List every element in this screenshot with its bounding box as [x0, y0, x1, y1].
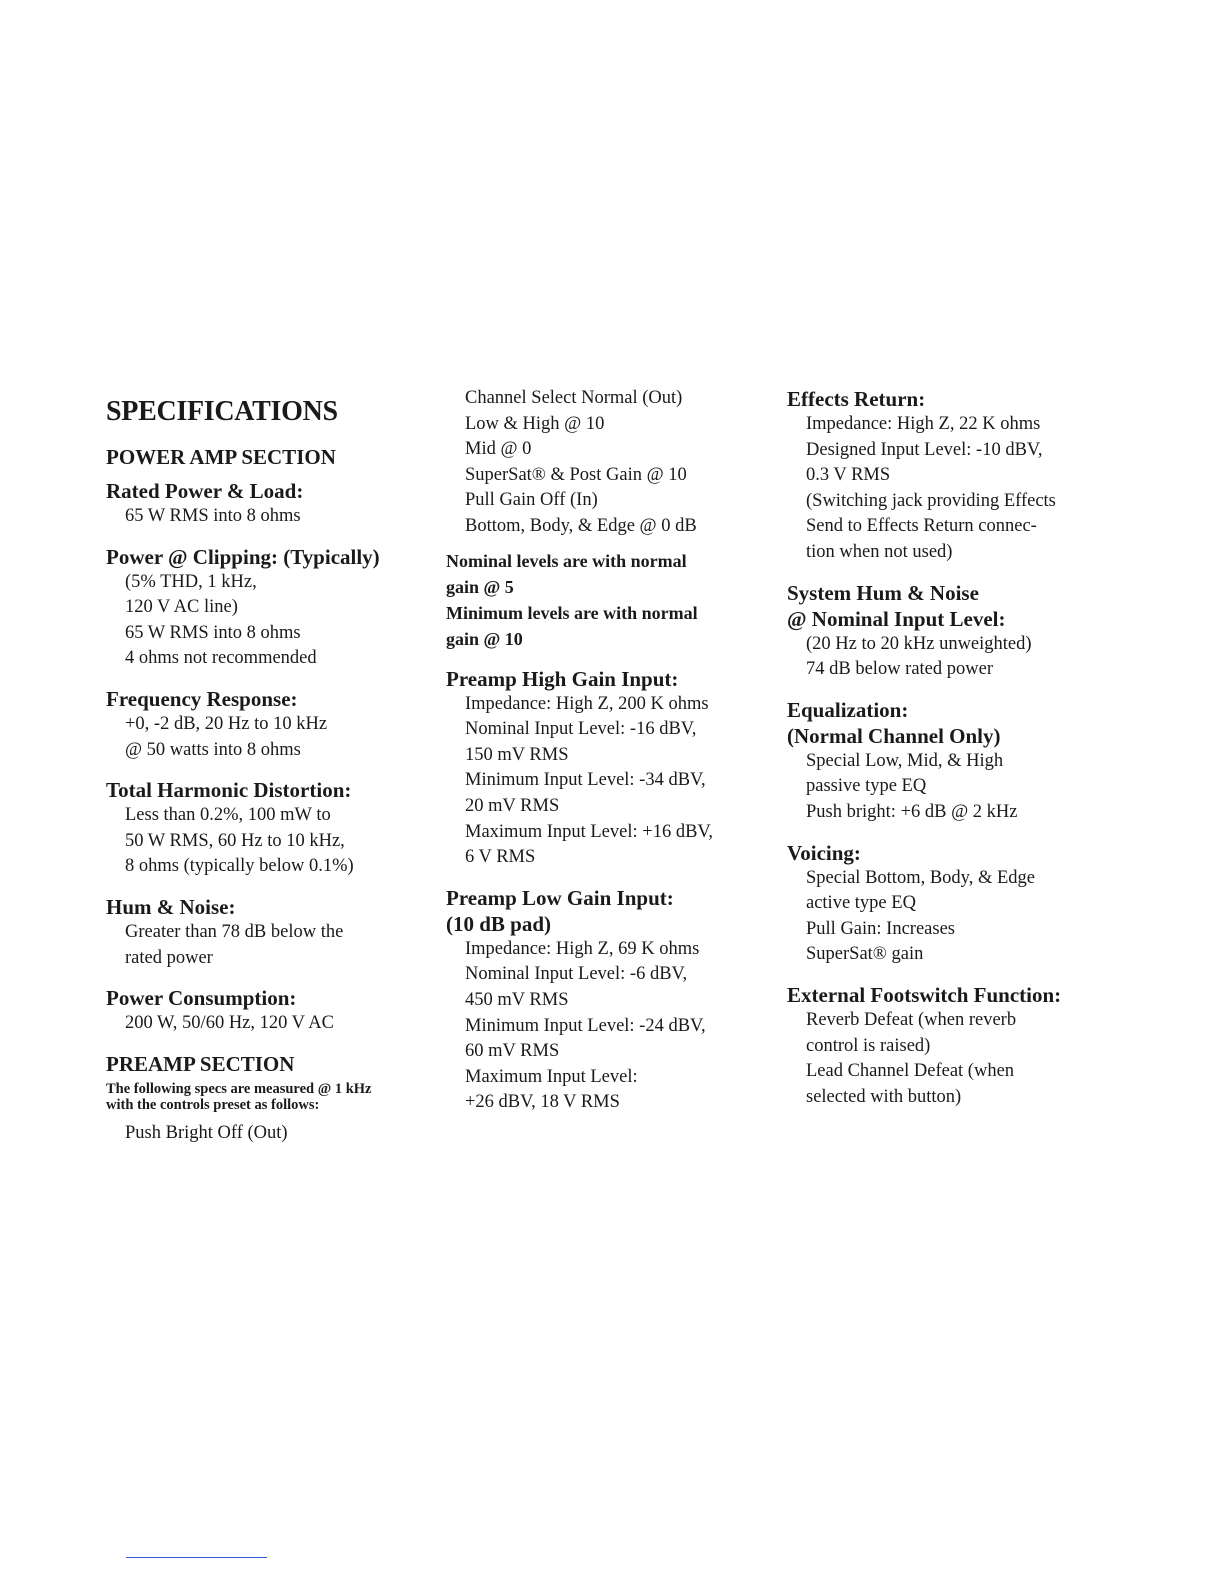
level-note-line: Minimum levels are with normal [446, 602, 698, 623]
preamp-note [106, 1081, 436, 1113]
level-note-line: gain @ 5 [446, 576, 514, 597]
spec-line: 200 W, 50/60 Hz, 120 V AC [125, 1013, 335, 1034]
spec-heading: Effects Return: [787, 387, 926, 411]
spec-line: Impedance: High Z, 200 K ohms [465, 693, 709, 714]
preamp-section-heading: PREAMP SECTION [106, 1051, 295, 1076]
preset-line: Low & High @ 10 [465, 413, 605, 434]
level-notes [446, 548, 778, 652]
footer-rule [126, 1557, 267, 1558]
spec-line: SuperSat® gain [806, 944, 924, 965]
spec-line: (20 Hz to 20 kHz unweighted) [806, 633, 1032, 654]
spec-line: 450 mV RMS [465, 989, 569, 1010]
spec-line: Maximum Input Level: +16 dBV, [465, 821, 714, 842]
column-1 [106, 386, 436, 1160]
spec-line: 4 ohms not recommended [125, 648, 317, 669]
spec-heading: External Footswitch Function: [787, 982, 1062, 1007]
spec-line: 65 W RMS into 8 ohms [125, 506, 301, 526]
spec-power-consumption [106, 985, 436, 1037]
spec-equalization [787, 697, 1107, 826]
preamp-note-line: with the controls preset as follows: [106, 1096, 320, 1113]
spec-line: Minimum Input Level: -34 dBV, [465, 770, 706, 791]
spec-voicing [787, 840, 1107, 968]
preset-line: Channel Select Normal (Out) [465, 388, 683, 408]
spec-hum-noise [106, 894, 436, 971]
spec-line: 50 W RMS, 60 Hz to 10 kHz, [125, 830, 345, 851]
spec-line: 74 dB below rated power [806, 659, 994, 680]
preset-line: Push Bright Off (Out) [125, 1122, 288, 1143]
spec-line: Less than 0.2%, 100 mW to [125, 805, 331, 826]
spec-heading: Preamp Low Gain Input: [446, 885, 674, 910]
spec-line: passive type EQ [806, 776, 927, 797]
page-title: SPECIFICATIONS [106, 396, 338, 427]
spec-line: (Switching jack providing Effects [806, 490, 1056, 511]
spec-line: Nominal Input Level: -16 dBV, [465, 719, 697, 740]
spec-line: +0, -2 dB, 20 Hz to 10 kHz [125, 713, 328, 734]
spec-line: 60 mV RMS [465, 1041, 560, 1062]
spec-line: Lead Channel Defeat (when [806, 1061, 1015, 1082]
spec-line: Pull Gain: Increases [806, 918, 955, 939]
preamp-note-line: The following specs are measured @ 1 kHz [106, 1080, 372, 1097]
column-3 [787, 386, 1107, 1124]
spec-line: tion when not used) [806, 541, 953, 562]
spec-line: 65 W RMS into 8 ohms [125, 622, 301, 643]
level-note-line: gain @ 10 [446, 628, 523, 649]
spec-line: 150 mV RMS [465, 744, 569, 765]
spec-line: (5% THD, 1 kHz, [125, 571, 257, 592]
spec-frequency-response [106, 686, 436, 763]
spec-rated-power [106, 478, 436, 530]
spec-power-clipping [106, 544, 436, 672]
spec-line: Send to Effects Return connec- [806, 516, 1037, 537]
level-note-line: Nominal levels are with normal [446, 550, 687, 571]
spec-line: Maximum Input Level: [465, 1066, 638, 1087]
spec-heading: Preamp High Gain Input: [446, 666, 679, 691]
spec-line: Impedance: High Z, 69 K ohms [465, 938, 700, 959]
spec-line: control is raised) [806, 1035, 931, 1056]
spec-line: active type EQ [806, 893, 916, 914]
spec-line: rated power [125, 947, 213, 968]
spec-subheading: (Normal Channel Only) [787, 723, 1001, 748]
spec-line: 120 V AC line) [125, 597, 238, 618]
spec-line: 8 ohms (typically below 0.1%) [125, 856, 354, 877]
power-amp-section-heading: POWER AMP SECTION [106, 445, 336, 469]
preset-list [446, 386, 778, 540]
spec-heading: Power Consumption: [106, 986, 297, 1011]
spec-line: Special Bottom, Body, & Edge [806, 867, 1036, 888]
spec-line: Push bright: +6 dB @ 2 kHz [806, 801, 1018, 822]
spec-line: Reverb Defeat (when reverb [806, 1009, 1017, 1030]
spec-preamp-high-gain [446, 666, 778, 871]
spec-heading: Frequency Response: [106, 686, 298, 711]
spec-heading: Total Harmonic Distortion: [106, 778, 352, 803]
spec-line: selected with button) [806, 1086, 962, 1107]
spec-line: 0.3 V RMS [806, 465, 891, 486]
spec-heading: System Hum & Noise [787, 580, 979, 605]
spec-preamp-low-gain [446, 885, 778, 1116]
spec-heading: Rated Power & Load: [106, 479, 304, 503]
spec-line: Greater than 78 dB below the [125, 921, 344, 942]
preset-line: SuperSat® & Post Gain @ 10 [465, 464, 687, 485]
preset-line: Mid @ 0 [465, 439, 532, 460]
spec-line: Minimum Input Level: -24 dBV, [465, 1015, 706, 1036]
spec-line: @ 50 watts into 8 ohms [125, 739, 301, 760]
spec-system-hum-noise [787, 580, 1107, 683]
spec-line: 20 mV RMS [465, 795, 560, 816]
preset-line: Pull Gain Off (In) [465, 490, 598, 511]
spec-effects-return [787, 386, 1107, 566]
spec-line: Nominal Input Level: -6 dBV, [465, 964, 688, 985]
spec-line: Special Low, Mid, & High [806, 750, 1004, 771]
spec-external-footswitch [787, 982, 1107, 1110]
spec-heading: Power @ Clipping: (Typically) [106, 544, 380, 569]
preset-list [106, 1121, 436, 1147]
spec-subheading: @ Nominal Input Level: [787, 606, 1006, 631]
spec-line: +26 dBV, 18 V RMS [465, 1092, 620, 1113]
spec-line: Impedance: High Z, 22 K ohms [806, 414, 1041, 434]
spec-thd [106, 777, 436, 880]
preset-line: Bottom, Body, & Edge @ 0 dB [465, 515, 697, 536]
spec-line: Designed Input Level: -10 dBV, [806, 439, 1043, 460]
spec-line: 6 V RMS [465, 847, 536, 868]
spec-heading: Voicing: [787, 840, 861, 865]
spec-heading: Hum & Noise: [106, 894, 236, 919]
spec-heading: Equalization: [787, 697, 909, 722]
spec-subheading: (10 dB pad) [446, 911, 552, 936]
column-2 [446, 386, 778, 1130]
